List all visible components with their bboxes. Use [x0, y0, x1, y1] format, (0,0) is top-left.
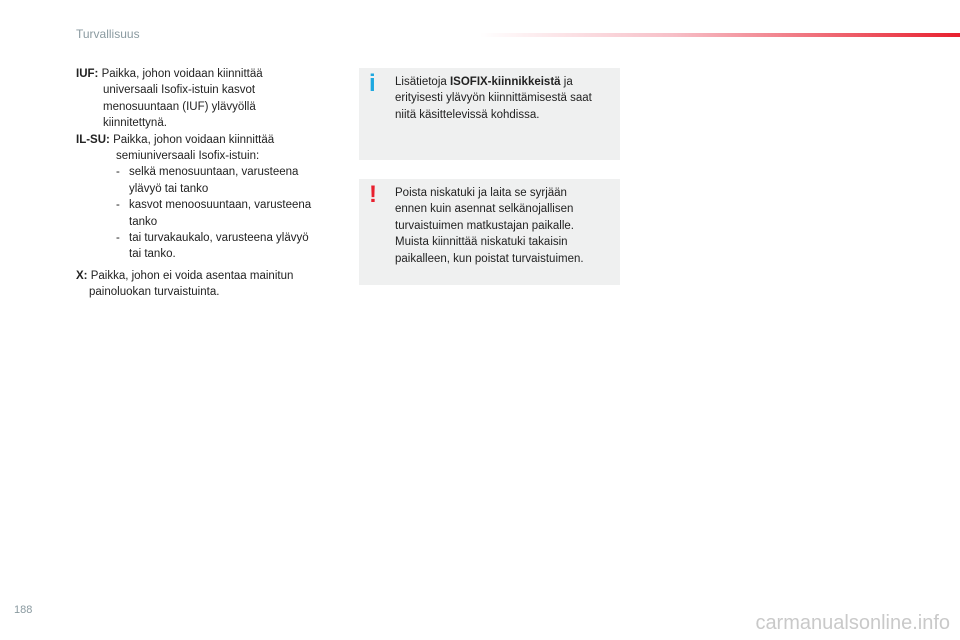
text: Poista niskatuki ja laita se syrjään [395, 187, 567, 199]
text: niitä käsittelevissä kohdissa. [395, 108, 540, 121]
list-item: - selkä menosuuntaan, varusteena ylävyö tai tanko [116, 164, 356, 197]
header-divider [480, 33, 960, 37]
section-title: Turvallisuus [76, 27, 140, 41]
text: Paikka, johon voidaan kiinnittää [113, 133, 275, 146]
list-item: - kasvot menoosuuntaan, varusteena tanko [116, 197, 356, 230]
info-text [395, 74, 592, 123]
warning-icon: ! [369, 181, 377, 208]
text: ylävyö tai tanko [129, 182, 209, 195]
watermark: carmanualsonline.info [755, 612, 950, 634]
text: kiinnitettynä. [103, 117, 167, 130]
text: turvaistuimen matkustajan paikalle. [395, 219, 574, 232]
text: tai turvakaukalo, varusteena ylävyö [129, 232, 309, 245]
text: universaali Isofix-istuin kasvot [103, 84, 256, 97]
text: ja [560, 76, 573, 88]
text: semiuniversaali Isofix-istuin: [116, 150, 260, 163]
definition-ilsu [76, 132, 356, 263]
term: IL-SU: [76, 133, 110, 146]
text: kasvot menoosuuntaan, varusteena [129, 199, 312, 212]
text: tai tanko. [129, 248, 176, 261]
term: X: [76, 269, 88, 282]
text: selkä menosuuntaan, varusteena [129, 166, 299, 179]
text: tanko [129, 215, 158, 228]
warning-box [359, 179, 620, 285]
info-icon: i [369, 70, 376, 97]
text: painoluokan turvaistuinta. [89, 286, 220, 299]
page-number: 188 [14, 604, 33, 616]
definition-iuf [76, 66, 356, 132]
text: Paikka, johon ei voida asentaa mainitun [90, 269, 294, 282]
text: Lisätietoja [395, 76, 450, 88]
text: menosuuntaan (IUF) ylävyöllä [103, 100, 256, 113]
text: Muista kiinnittää niskatuki takaisin [395, 236, 568, 249]
text: erityisesti ylävyön kiinnittämisestä saat [395, 92, 592, 105]
warning-text [395, 185, 584, 267]
text: Paikka, johon voidaan kiinnittää [101, 68, 263, 80]
text-bold: ISOFIX-kiinnikkeistä [449, 76, 561, 88]
definition-x [76, 268, 356, 301]
list-item: - tai turvakaukalo, varusteena ylävyö tai tanko. [116, 230, 356, 263]
term: IUF: [76, 68, 99, 80]
text: ennen kuin asennat selkänojallisen [395, 203, 574, 216]
info-box [359, 68, 620, 160]
text: paikalleen, kun poistat turvaistuimen. [395, 252, 584, 265]
definitions [76, 66, 356, 301]
